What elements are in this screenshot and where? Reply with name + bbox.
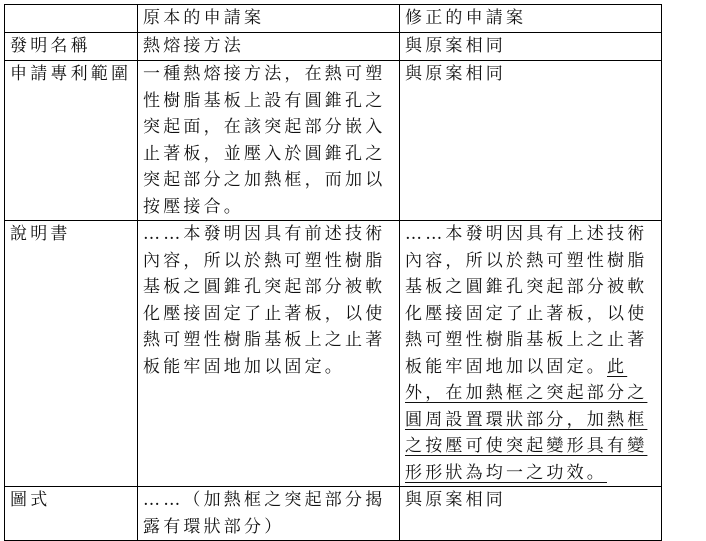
table-row: [5, 33, 662, 61]
header-blank-cell: [5, 5, 138, 33]
header-amended-application: 修正的申請案: [400, 5, 662, 33]
original-invention-title: 熱熔接方法: [138, 33, 400, 61]
amended-specification-added-text: 此外，在加熱框之突起部分之圓周設置環狀部分，加熱框之按壓可使突起變形具有變形形狀為均一之功效。: [405, 356, 648, 483]
header-original-application: 原本的申請案: [138, 5, 400, 33]
row-label-invention-title: 發明名稱: [5, 33, 138, 61]
amended-specification-cell: [400, 221, 662, 487]
table-row: [5, 487, 662, 541]
table-row: [5, 61, 662, 221]
row-label-claims: 申請專利範圍: [5, 61, 138, 221]
table-row: [5, 221, 662, 487]
amended-claims-text: 與原案相同: [400, 61, 662, 221]
amended-drawings-text: 與原案相同: [400, 487, 662, 541]
comparison-table: [4, 4, 662, 541]
row-label-specification: 說明書: [5, 221, 138, 487]
table-header-row: [5, 5, 662, 33]
amended-invention-title: 與原案相同: [400, 33, 662, 61]
amended-specification-text: ……本發明因具有上述技術內容，所以於熱可塑性樹脂基板之圓錐孔突起部分被軟化壓接固定了止著板，以使熱可塑性樹脂基板上之止著板能牢固地加以固定。: [405, 224, 648, 377]
row-label-drawings: 圖式: [5, 487, 138, 541]
original-specification-text: ……本發明因具有前述技術內容，所以於熱可塑性樹脂基板之圓錐孔突起部分被軟化壓接固定了止著板，以使熱可塑性樹脂基板上之止著板能牢固地加以固定。: [138, 221, 400, 487]
original-claims-text: 一種熱熔接方法，在熱可塑性樹脂基板上設有圓錐孔之突起面，在該突起部分嵌入止著板，並壓入於圓錐孔之突起部分之加熱框，而加以按壓接合。: [138, 61, 400, 221]
original-drawings-text: ……（加熱框之突起部分揭露有環狀部分）: [138, 487, 400, 541]
